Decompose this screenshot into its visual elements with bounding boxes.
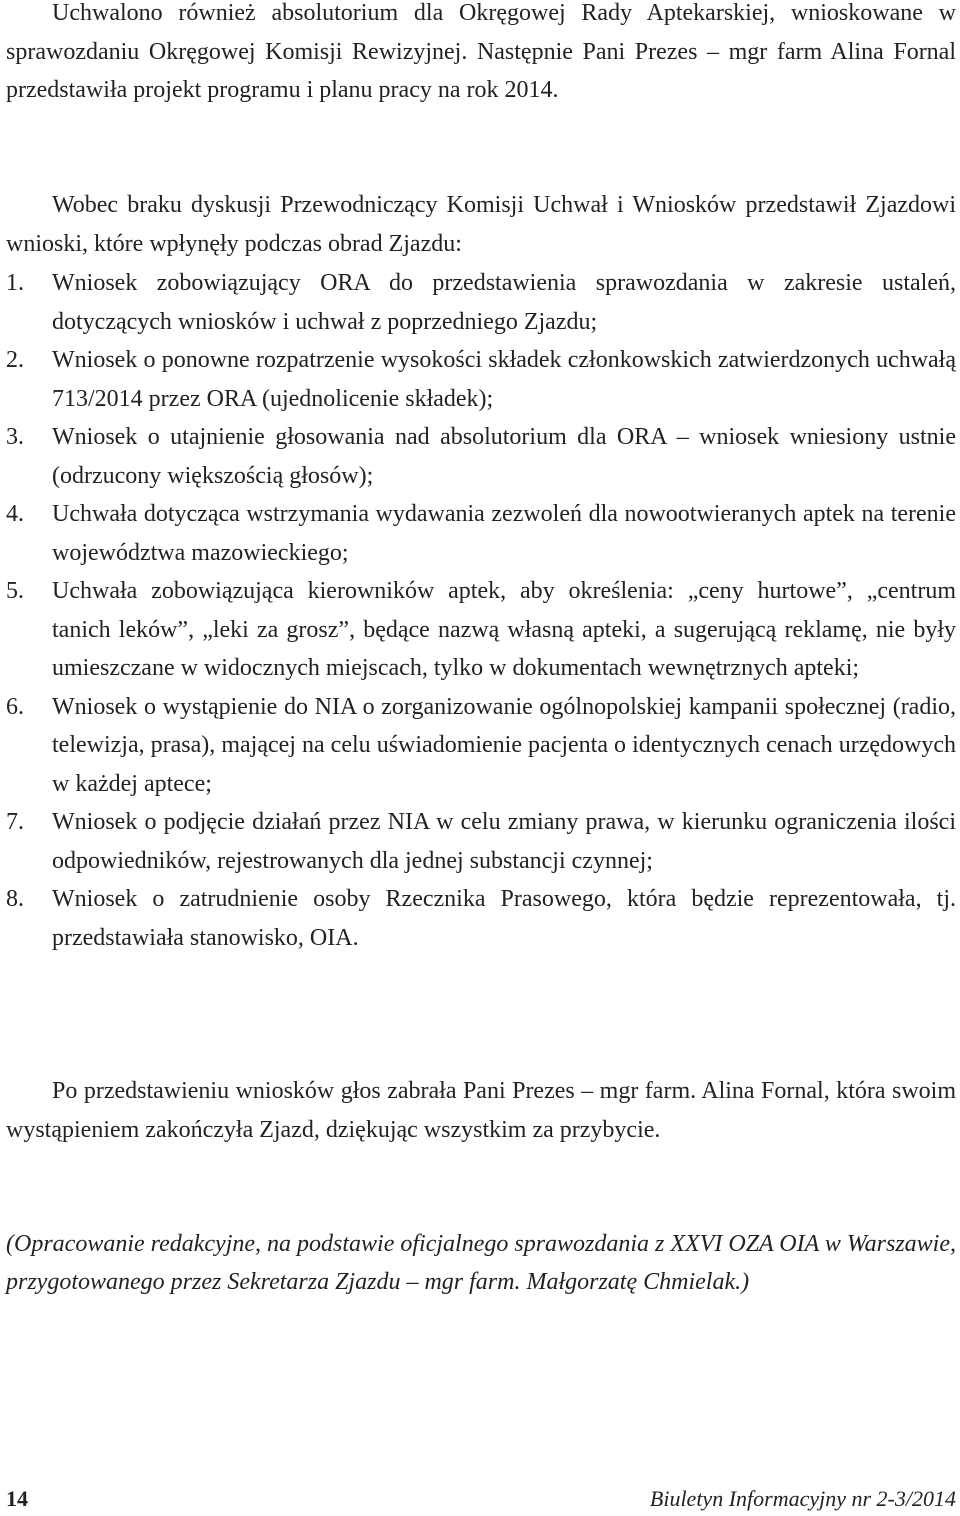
page-footer [6,1486,956,1512]
editorial-note: (Opracowanie redakcyjne, na podstawie oficjalnego sprawozdania z XXVI OZA OIA w Warszawie, przygotowanego przez Sekretarza Zjazdu – mgr farm. Małgorzatę Chmielak.) [6,1231,956,1295]
list-item-number: 5. [6,578,24,604]
closing-paragraph: Po przedstawieniu wniosków głos zabrała Pani Prezes – mgr farm. Alina Fornal, która swoim wystąpieniem zakończyła Zjazd, dziękując wszystkim za przybycie. [6,1078,956,1143]
list-item-number: 4. [6,501,24,527]
list-item [6,880,956,957]
list-item-text: Uchwała dotycząca wstrzymania wydawania zezwoleń dla nowootwieranych aptek na terenie województwa mazowieckiego; [52,501,956,566]
list-item [6,572,956,688]
list-item-text: Wniosek o podjęcie działań przez NIA w celu zmiany prawa, w kierunku ograniczenia ilości odpowiedników, rejestrowanych dla jednej substancji czynnej; [52,809,956,874]
list-item [6,418,956,495]
list-item-text: Wniosek o ponowne rozpatrzenie wysokości składek członkowskich zatwierdzonych uchwałą 713/2014 przez ORA (ujednolicenie składek); [52,347,956,412]
list-item-number: 1. [6,270,24,296]
list-item-number: 8. [6,886,24,912]
list-item-number: 7. [6,809,24,835]
discussion-paragraph: Wobec braku dyskusji Przewodniczący Komisji Uchwał i Wniosków przedstawił Zjazdowi wnioski, które wpłynęły podczas obrad Zjazdu: [6,192,956,257]
list-item [6,341,956,418]
motions-list [6,264,956,957]
publication-title: Biuletyn Informacyjny nr 2-3/2014 [649,1486,956,1511]
list-item-number: 3. [6,424,24,450]
intro-paragraph: Uchwalono również absolutorium dla Okręgowej Rady Aptekarskiej, wnioskowane w sprawozdaniu Okręgowej Komisji Rewizyjnej. Następnie Pani Prezes – mgr farm Alina Fornal przedstawiła projekt programu i planu pracy na rok 2014. [6,0,956,103]
list-item-number: 2. [6,347,24,373]
list-item [6,495,956,572]
list-item-text: Wniosek o wystąpienie do NIA o zorganizowanie ogólnopolskiej kampanii społecznej (radio, telewizja, prasa), mającej na celu uświadomienie pacjenta o identycznych cenach urzędowych w każdej aptece; [52,693,956,797]
list-item-text: Uchwała zobowiązująca kierowników aptek, aby określenia: „ceny hurtowe”, „centrum tanich leków”, „leki za grosz”, będące nazwą własną apteki, a sugerującą reklamę, nie były umieszczane w widocznych miejscach, tylko w dokumentach wewnętrznych apteki; [52,578,956,681]
page-number: 14 [6,1486,28,1511]
list-item [6,803,956,880]
list-item-text: Wniosek zobowiązujący ORA do przedstawienia sprawozdania w zakresie ustaleń, dotyczących wniosków i uchwał z poprzedniego Zjazdu; [52,270,956,335]
list-item [6,264,956,341]
list-item-text: Wniosek o zatrudnienie osoby Rzecznika Prasowego, która będzie reprezentowała, tj. przedstawiała stanowisko, OIA. [52,886,956,951]
list-item-number: 6. [6,693,24,720]
list-item-text: Wniosek o utajnienie głosowania nad absolutorium dla ORA – wniosek wniesiony ustnie (odrzucony większością głosów); [52,424,956,489]
list-item [6,688,956,804]
